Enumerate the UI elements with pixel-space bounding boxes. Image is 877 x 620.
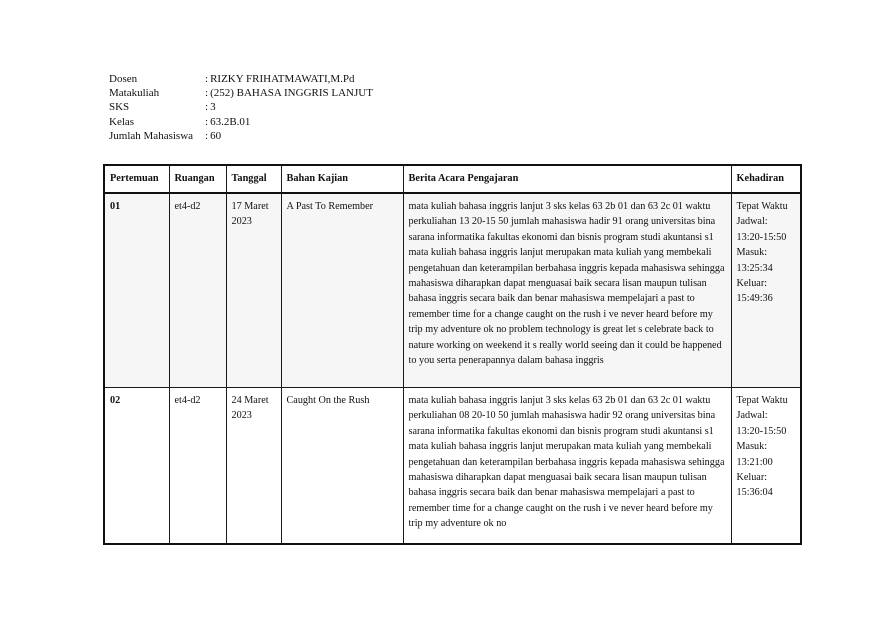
table-row	[104, 388, 801, 545]
berita-acara-cell: mata kuliah bahasa inggris lanjut 3 sks kelas 63 2b 01 dan 63 2c 01 waktu perkuliahan 13 20-15 50 jumlah mahasiswa hadir 91 orang universitas bina sarana informatika fakultas ekonomi dan bisnis program studi akuntansi s1 mata kuliah bahasa inggris lanjut merupakan mata kuliah yang membekali pengetahuan dan keterampilan berbahasa inggris kepada mahasiswa sehingga mahasiswa diharapkan dapat menguasai baik secara lisan maupun tulisan bahasa inggris secara baik dan benar mahasiswa mempelajari a past to remember time for a change caught on the rush i ve never heard before my trip my adventure ok no problem technology is great let s celebrate back to nature working on weekend it s really world seeing dan it could be happened to you serta penerapannya dalam bahasa inggris	[403, 193, 731, 388]
header-row-matakuliah: Matakuliah : (252) BAHASA INGGRIS LANJUT	[109, 87, 373, 100]
table-header-row	[104, 165, 801, 193]
berita-acara-cell: mata kuliah bahasa inggris lanjut 3 sks kelas 63 2b 01 dan 63 2c 01 waktu perkuliahan 08 20-10 50 jumlah mahasiswa hadir 92 orang universitas bina sarana informatika fakultas ekonomi dan bisnis program studi akuntansi s1 mata kuliah bahasa inggris lanjut merupakan mata kuliah yang membekali pengetahuan dan keterampilan berbahasa inggris kepada mahasiswa sehingga mahasiswa diharapkan dapat menguasai baik secara lisan maupun tulisan bahasa inggris secara baik dan benar mahasiswa mempelajari a past to remember time for a change caught on the rush i ve never heard before my trip my adventure ok no	[403, 388, 731, 545]
dosen-value: RIZKY FRIHATMAWATI,M.Pd	[210, 73, 355, 85]
header-row-dosen: Dosen : RIZKY FRIHATMAWATI,M.Pd	[109, 73, 355, 85]
document-header	[109, 72, 373, 143]
kelas-label: Kelas	[109, 115, 135, 128]
matakuliah-value: (252) BAHASA INGGRIS LANJUT	[210, 87, 373, 100]
column-header-tanggal: Tanggal	[226, 165, 281, 193]
tanggal-cell: 24 Maret 2023	[226, 388, 281, 545]
kehadiran-cell: Tepat Waktu Jadwal: 13:20-15:50 Masuk: 13:25:34 Keluar: 15:49:36	[731, 193, 801, 388]
jumlah-value: 60	[210, 129, 222, 142]
berita-acara-table	[103, 164, 802, 545]
jumlah-label: Jumlah Mahasiswa	[109, 129, 194, 142]
tanggal-cell: 17 Maret 2023	[226, 193, 281, 388]
column-header-bahan-kajian: Bahan Kajian	[281, 165, 403, 193]
pertemuan-cell: 02	[104, 388, 169, 545]
column-header-pertemuan: Pertemuan	[104, 165, 169, 193]
sks-label: SKS	[109, 101, 130, 114]
dosen-label: Dosen	[109, 73, 138, 85]
header-row-sks: SKS : 3	[109, 101, 216, 114]
kelas-value: 63.2B.01	[210, 115, 251, 128]
table-row	[104, 193, 801, 388]
bahan-kajian-cell: A Past To Remember	[281, 193, 403, 388]
column-header-kehadiran: Kehadiran	[731, 165, 801, 193]
sks-value: 3	[210, 101, 216, 114]
column-header-berita-acara: Berita Acara Pengajaran	[403, 165, 731, 193]
pertemuan-cell: 01	[104, 193, 169, 388]
ruangan-cell: et4-d2	[169, 193, 226, 388]
bahan-kajian-cell: Caught On the Rush	[281, 388, 403, 545]
header-row-jumlah: Jumlah Mahasiswa : 60	[109, 129, 222, 142]
kehadiran-cell: Tepat Waktu Jadwal: 13:20-15:50 Masuk: 13:21:00 Keluar: 15:36:04	[731, 388, 801, 545]
matakuliah-label: Matakuliah	[109, 87, 160, 100]
header-row-kelas: Kelas : 63.2B.01	[109, 115, 251, 128]
ruangan-cell: et4-d2	[169, 388, 226, 545]
column-header-ruangan: Ruangan	[169, 165, 226, 193]
